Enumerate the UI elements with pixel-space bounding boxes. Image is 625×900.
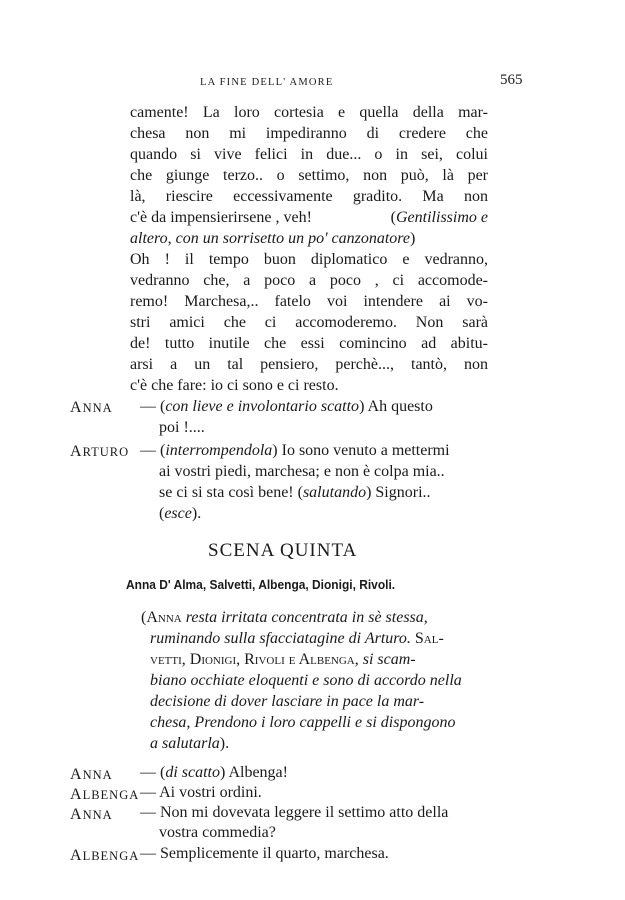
stage-direction: salutando xyxy=(302,484,367,501)
stage-direction-line xyxy=(150,692,424,712)
character-name: (Anna xyxy=(141,609,182,626)
speaker-name: ARTURO xyxy=(70,443,130,460)
dialogue-text: Signori.. xyxy=(375,484,431,501)
dialogue-line: ai vostri piedi, marchesa; e non è colpa mia.. xyxy=(159,463,445,480)
dialogue-line: — (interrompendola) Io sono venuto a mettermi xyxy=(140,442,450,459)
stage-direction: Gentilissimo e xyxy=(396,209,488,226)
running-title: LA FINE DELL' AMORE xyxy=(200,77,334,88)
stage-direction: interrompendola xyxy=(165,442,273,459)
text-line-with-direction xyxy=(130,208,488,228)
text-line: camente! La loro cortesia e quella della mar- xyxy=(130,104,488,121)
stage-direction-line xyxy=(130,229,415,249)
stage-direction: resta irritata concentrata in sè stessa, xyxy=(185,609,428,626)
text-line: vedranno che, a poco a poco , ci accomode- xyxy=(130,272,488,289)
text-line: là, riescire eccessivamente gradito. Ma non xyxy=(130,188,488,205)
dialogue-text: Io sono venuto a mettermi xyxy=(281,442,450,459)
dialogue-text: Albenga! xyxy=(228,764,288,781)
character-names: vetti, Dionigi, Rivoli e Albenga, xyxy=(150,651,359,668)
scene-title: SCENA QUINTA xyxy=(208,540,358,561)
text-line: c'è che fare: io ci sono e ci resto. xyxy=(130,377,339,394)
speaker-name: ANNA xyxy=(70,766,113,783)
text-line: arsi a un tal pensiero, perchè..., tantò, non xyxy=(130,356,488,373)
dialogue-line: poi !.... xyxy=(159,419,205,436)
dialogue-text: Ah questo xyxy=(367,398,433,415)
speaker-name: ANNA xyxy=(70,806,113,823)
speaker-name: ALBENGA xyxy=(70,786,140,803)
stage-direction-line xyxy=(150,713,455,733)
stage-direction: di scatto xyxy=(165,764,220,781)
stage-direction-line xyxy=(150,671,462,691)
dash: — xyxy=(140,398,156,415)
dash: — xyxy=(140,442,156,459)
text-line: Oh ! il tempo buon diplomatico e vedranno, xyxy=(130,251,488,268)
page-number: 565 xyxy=(500,72,523,88)
dash: — xyxy=(140,804,156,821)
dialogue-line: (esce). xyxy=(159,505,202,522)
dialogue-line: se ci si sta così bene! (salutando) Signori.. xyxy=(159,484,431,501)
character-name: Sal- xyxy=(414,630,444,647)
stage-direction: si scam- xyxy=(362,651,416,668)
parenthesis: ( xyxy=(390,209,396,226)
text-line: stri amici che ci accomoderemo. Non sarà xyxy=(130,314,488,331)
parenthesis: ) xyxy=(410,230,416,247)
dialogue-text: Ai vostri ordini. xyxy=(159,784,262,801)
stage-direction-line xyxy=(141,608,488,628)
stage-direction: esce xyxy=(164,505,192,522)
dialogue-text: Semplicemente il quarto, marchesa. xyxy=(160,845,389,862)
dialogue-text: se ci si sta così bene! xyxy=(159,484,294,501)
punctuation: ). xyxy=(219,735,230,752)
dialogue-line: — (con lieve e involontario scatto) Ah questo xyxy=(140,398,433,415)
speaker-name: ANNA xyxy=(70,399,113,416)
text-line: remo! Marchesa,.. fatelo voi intendere ai vo- xyxy=(130,293,488,310)
dialogue-line: vostra commedia? xyxy=(159,824,276,841)
stage-direction: con lieve e involontario scatto xyxy=(165,398,360,415)
stage-direction: ruminando sulla sfacciatagine di Arturo. xyxy=(150,630,411,647)
stage-direction: a salutarla xyxy=(150,735,220,752)
stage-direction: altero, con un sorrisetto un po' canzonatore xyxy=(130,230,410,247)
stage-direction: decisione di dover lasciare in pace la mar- xyxy=(150,693,425,710)
punctuation: . xyxy=(197,505,202,522)
speaker-name: ALBENGA xyxy=(70,847,140,864)
scene-characters: Anna D' Alma, Salvetti, Albenga, Dionigi, Rivoli. xyxy=(126,577,396,592)
stage-direction-line xyxy=(150,734,229,754)
dialogue-line xyxy=(140,803,448,823)
stage-direction: chesa, Prendono i loro cappelli e si dispongono xyxy=(150,714,456,731)
dialogue-line: — (di scatto) Albenga! xyxy=(140,764,288,781)
text-fragment: c'è da impensierirsene , veh! xyxy=(130,209,312,226)
stage-direction-line xyxy=(150,650,416,670)
stage-direction-line xyxy=(150,629,444,649)
dialogue-line xyxy=(140,844,389,864)
stage-direction: biano occhiate eloquenti e sono di accordo nella xyxy=(150,672,462,689)
dash: — xyxy=(140,764,156,781)
dialogue-text: Non mi dovevata leggere il settimo atto della xyxy=(160,804,449,821)
dash: — xyxy=(140,845,156,862)
text-line: quando si vive felici in due... o in sei, colui xyxy=(130,146,488,163)
text-line: chesa non mi impediranno di credere che xyxy=(130,125,488,142)
dash: — xyxy=(140,784,156,801)
dialogue-line xyxy=(140,783,262,803)
text-line: de! tutto inutile che essi comincino ad abitu- xyxy=(130,335,488,352)
text-line: che giunge terzo.. o settimo, non può, là per xyxy=(130,167,488,184)
